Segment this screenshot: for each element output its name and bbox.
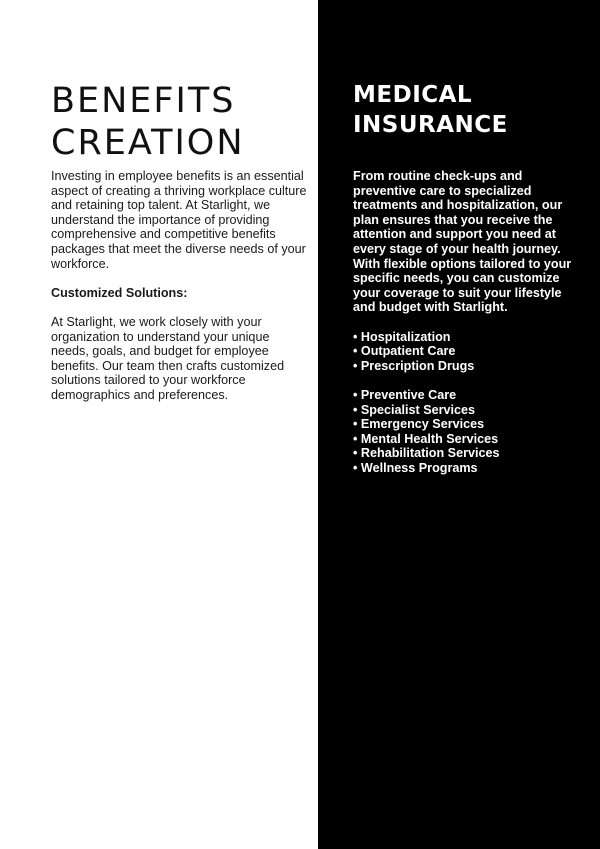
- benefits-body: [51, 169, 309, 417]
- benefits-creation-heading: [51, 80, 311, 164]
- list-item: • Prescription Drugs: [353, 358, 475, 373]
- list-item: • Emergency Services: [353, 417, 485, 432]
- list-item: • Rehabilitation Services: [353, 446, 500, 461]
- list-item: • Preventive Care: [353, 387, 457, 402]
- medical-insurance-body: [353, 169, 575, 490]
- benefits-intro-paragraph: Investing in employee benefits is an essential aspect of creating a thriving workplace culture and retaining top talent. At Starlight, we understand the importance of providing comprehensive and competitive benefits packages that meet the diverse needs of your workforce.: [51, 169, 307, 271]
- benefits-heading-line2: CREATION: [51, 123, 245, 163]
- medical-heading-line2: INSURANCE: [353, 112, 508, 138]
- benefits-heading-line1: BENEFITS: [51, 81, 236, 121]
- list-item: • Wellness Programs: [353, 460, 478, 475]
- list-item: • Specialist Services: [353, 402, 476, 417]
- coverage-list-secondary: [353, 388, 575, 476]
- medical-insurance-paragraph: From routine check-ups and preventive care to specialized treatments and hospitalization, our plan ensures that you receive the attention and support you need at every stage of your health journey. With flexible options tailored to your specific needs, you can customize your coverage to suit your lifestyle and budget with Starlight.: [353, 169, 572, 315]
- coverage-list-primary: [353, 330, 575, 374]
- customized-solutions-subheading: Customized Solutions:: [51, 285, 188, 300]
- list-item: • Mental Health Services: [353, 431, 499, 446]
- medical-insurance-heading: [353, 80, 573, 140]
- customized-solutions-paragraph: At Starlight, we work closely with your organization to understand your unique needs, goals, and budget for employee benefits. Our team then crafts customized solutions tailored to your workforce demographics and preferences.: [51, 314, 285, 402]
- list-item: • Outpatient Care: [353, 344, 456, 359]
- list-item: • Hospitalization: [353, 329, 451, 344]
- medical-heading-line1: MEDICAL: [353, 82, 473, 108]
